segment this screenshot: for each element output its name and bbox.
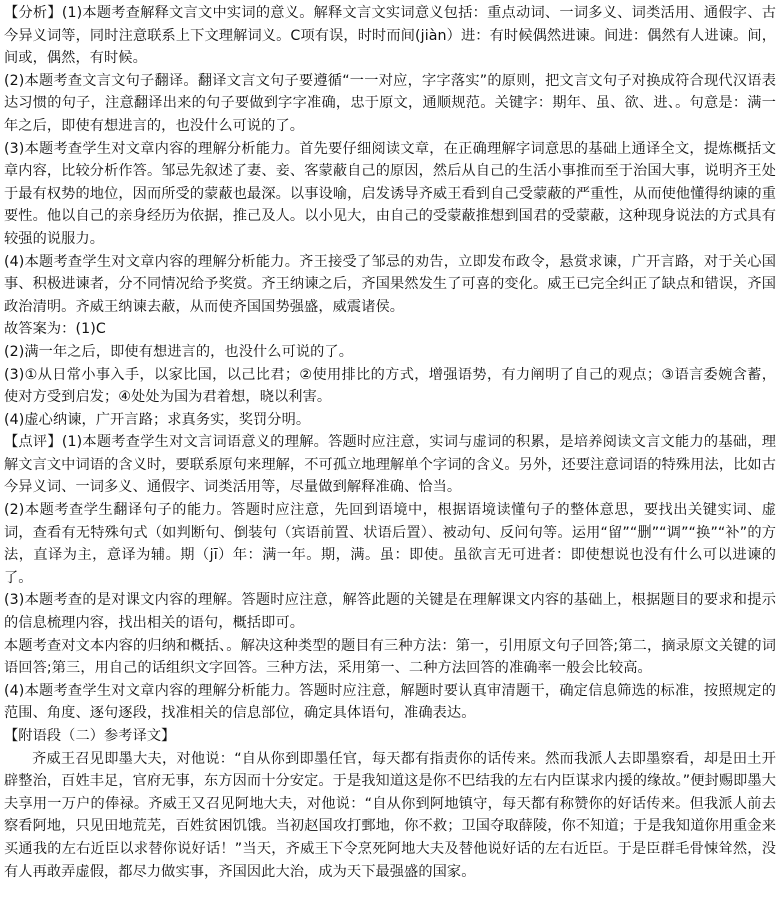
analysis-item-2: (2)本题考查文言文句子翻译。翻译文言文句子要遵循“一一对应，字字落实”的原则，把文言文句子对换成符合现代汉语表达习惯的句子，注意翻译出来的句子要做到字字准确，忠于原文，通顺规范。关键字：期年、虽、欲、进、。句意是：满一年之后，即使有想进言的，也没什么可说的了。 [4,72,776,134]
analysis-item-3: (3)本题考查学生对文章内容的理解分析能力。首先要仔细阅读文章，在正确理解字词意思的基础上通译全文，提炼概括文章内容，比较分析作答。邹忌先叙述了妻、妾、客蒙蔽自己的原因，然后从自己的生活小事推而至于治国大事，说明齐王处于最有权势的地位，因而所受的蒙蔽也最深。以事设喻，启发诱导齐威王看到自己受蒙蔽的严重性，从而使他懂得纳谏的重要性。他以自己的亲身经历为依据，推己及人。以小见大，由自己的受蒙蔽推想到国君的受蒙蔽，这种现身说法的方式具有较强的说服力。 [4,140,776,247]
comment-item-1 [4,431,776,499]
answer-line-4: (4)虚心纳谏，广开言路；求真务实，奖罚分明。 [4,411,311,428]
comment-item-3: (3)本题考查的是对课文内容的理解。答题时应注意，解答此题的关键是在理解课文内容的基础上，根据题目的要求和提示的信息梳理内容，找出相关的语句，概括即可。 [4,592,776,632]
comment-item-4: (4)本题考查学生对文章内容的理解分析能力。答题时应注意，解题时要认真审清题干，确定信息筛选的标准，按照规定的范围、角度、逐句逐段，找准相关的信息部位，确定具体语句，准确表达。 [4,682,776,722]
translation-header: 【附语段（二）参考译文】 [4,728,176,744]
comment-item-3-summary: 本题考查对文本内容的归纳和概括、。解决这种类型的题目有三种方法：第一，引用原文句子回答;第二，摘录原文关键的词语回答;第三，用自己的话组织文字回答。三种方法，采用第一、二种方法回答的准确率一般会比较高。 [4,637,776,677]
comment-item-2: (2)本题考查学生翻译句子的能力。答题时应注意，先回到语境中，根据语境读懂句子的整体意思，要找出关键实词、虚词，查看有无特殊句式（如判断句、倒装句（宾语前置、状语后置）、被动句、反问句等。运用“留”“删”“调”“换”“补”的方法，直译为主，意译为辅。期（jī）年：满一年。期，满。虽：即使。虽欲言无可进者：即使想说也没有什么可以进谏的了。 [4,502,776,586]
comment-item-1-text: (1)本题考查学生对文言词语意义的理解。答题时应注意，实词与虚词的积累，是培养阅读文言文能力的基础，理解文言文中词语的含义时，要联系原句来理解，不可孤立地理解单个字词的含义。另外，还要注意词语的特殊用法，比如古今异义词、一词多义、通假字、词类活用等，尽量做到解释准确、恰当。 [4,434,777,496]
comment-header: 【点评】 [4,434,62,451]
analysis-item-4: (4)本题考查学生对文章内容的理解分析能力。齐王接受了邹忌的劝告，立即发布政令，悬赏求谏，广开言路，对于关心国事、积极进谏者，分不同情况给予奖赏。齐王纳谏之后，齐国果然发生了可喜的变化。威王已完全纠正了缺点和错误，齐国政治清明。齐威王纳谏去蔽，从而使齐国国势强盛，威震诸侯。 [4,253,776,315]
answer-line-1: 故答案为：(1)C [4,321,106,338]
analysis-header: 【分析】 [4,5,62,21]
analysis-item-1-text: (1)本题考查解释文言文中实词的意义。解释文言文实词意义包括：重点动词、一词多义、词类活用、通假字、古今异义词等，同时注意联系上下文理解词义。C项有误，时时而间(jiàn）进：有时候偶然进谏。间进：偶然有人进谏。间，间或，偶然，有时候。 [4,5,777,67]
answer-line-3: (3)①从日常小事入手，以家比国，以己比君；②使用排比的方式，增强语势，有力阐明了自己的观点；③语言委婉含蓄，使对方受到启发；④处处为国为君着想，晓以利害。 [4,366,776,406]
analysis-item-1 [4,2,776,70]
answer-line-2: (2)满一年之后，即使有想进言的，也没什么可说的了。 [4,343,354,360]
translation-paragraph: 齐威王召见即墨大夫，对他说：“自从你到即墨任官，每天都有指责你的话传来。然而我派人去即墨察看，却是田土开辟整治，百姓丰足，官府无事，东方因而十分安定。于是我知道这是你不巴结我的左右内臣谋求内援的缘故。”便封赐即墨大夫享用一万户的俸禄。齐威王又召见阿地大夫，对他说：“自从你到阿地镇守，每天都有称赞你的好话传来。但我派人前去察看阿地，只见田地荒芜，百姓贫困饥饿。当初赵国攻打鄄地，你不救；卫国夺取薛陵，你不知道；于是我知道你用重金来买通我的左右近臣以求替你说好话！”当天，齐威王下令烹死阿地大夫及替他说好话的左右近臣。于是臣群毛骨悚耸然，没有人再敢弄虚假，都尽力做实事，齐国因此大治，成为天下最强盛的国家。 [4,750,776,880]
